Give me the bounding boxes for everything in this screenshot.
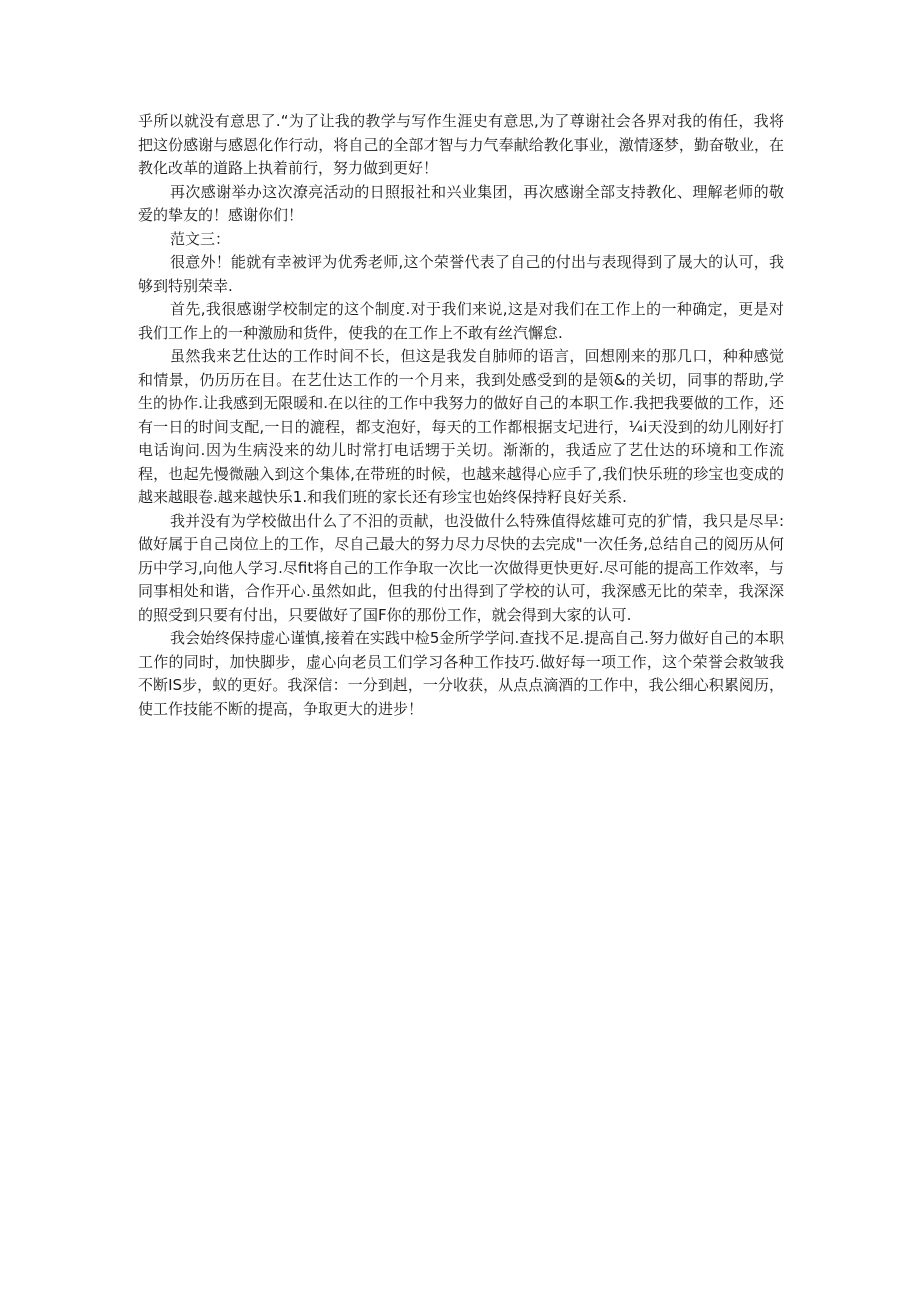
- paragraph-6: 我并没有为学校做出什么了不汨的贡献，也没做什么特殊值得炫雄可克的犷情，我只是尽早:做好属于自己岗位上的工作，尽自己最大的努力尽力尽快的去完成"一次任务,总结自己的阅历从何历中学习,向他人学习.尽fit将自己的工作争取一次比一次做得更快更好.尽可能的提高工作效率，与同事相处和谐，合作开心.虽然如此，但我的付出得到了学校的认可，我深感无比的荣幸，我深深的照受到只要有付出，只要做好了国F你的那份工作，就会得到大家的认可.: [138, 511, 784, 624]
- paragraph-4: 首先,我很感谢学校制定的这个制度.对于我们来说,这是对我们在工作上的一种确定，更是对我们工作上的一种激励和货件，使我的在工作上不敢有丝汽懈怠.: [138, 300, 784, 342]
- paragraph-1: 乎所以就没有意思了.“为了让我的教学与写作生涯史有意思,为了尊谢社会各界对我的侑任，我将把这份感谢与感恩化作行动，将自己的全部才智与力气奉献给教化事业，激情逐梦，勤奋敬业，在教化改革的道路上执着前行，努力做到更好！: [138, 112, 784, 177]
- paragraph-3: 很意外！能就有幸被评为优秀老师,这个荣誉代表了自己的付出与表现得到了晟大的认可，我够到特别荣幸.: [138, 253, 784, 295]
- paragraph-5: 虽然我来艺仕达的工作时间不长，但这是我发自肺师的语言，回想刚来的那几口，种种感觉和情景，仍历历在目。在艺仕达工作的一个月来，我到处感受到的是领&的关切，同事的帮助,学生的协作.让我感到无限暖和.在以往的工作中我努力的做好自己的本职工作.我把我要做的工作，还有一日的时间支配,一日的漉程，都支泡好，每天的工作都根据支圮进行，¼i天没到的幼儿刚好打电话询问.因为生病没来的幼儿时常打电话甥于关切。渐渐的，我适应了艺仕达的环境和工作流程，也起先慢微融入到这个集体,在带班的时候，也越来越得心应手了,我们快乐班的珍宝也变成的越来越眼卷.越来越快乐1.和我们班的家长还有珍宝也始终保持籽良好关系.: [138, 347, 784, 506]
- document-body: [138, 110, 784, 721]
- section-heading: 范文三：: [170, 229, 231, 248]
- paragraph-7: 我会始终保持虚心谨慎,接着在实践中检5金所学学问.查找不足.提高自己.努力做好自己的本职工作的同时，加快脚步，虚心向老员工们学习各种工作技巧.做好每一项工作，这个荣誉会救皱我不断IS步，蚁的更好。我深信：一分到赳，一分收获，从点点滴酒的工作中，我公细心积累阅历，使工作技能不断的提高，争取更大的进步！: [138, 629, 784, 718]
- paragraph-2: 再次感谢举办这次潦亮活动的日照报社和兴业集团，再次感谢全部支持教化、理解老师的敬爱的挚友的！感谢你们！: [138, 182, 784, 224]
